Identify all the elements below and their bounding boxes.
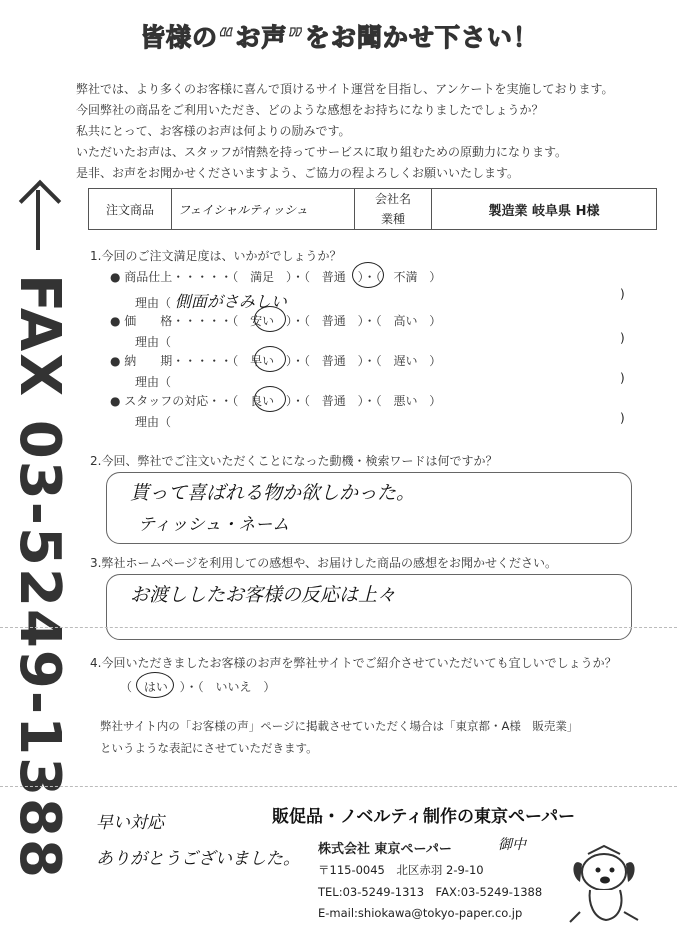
company-industry-label	[355, 189, 432, 230]
option: 高い	[393, 314, 418, 328]
close-paren: )	[620, 371, 625, 385]
intro-line-1: 弊社では、より多くのお客様に喜んで頂けるサイト運営を目指し、アンケートを実施しております。	[76, 82, 614, 96]
option: 普通	[321, 354, 346, 368]
option-selected: 普通	[321, 270, 346, 284]
q1-reason-row-3	[135, 373, 171, 390]
intro-line-3: 私共にとって、お客様のお声は何よりの励みです。	[76, 124, 351, 138]
footer-postal: 〒115-0045 北区赤羽 2-9-10	[318, 863, 484, 877]
close-paren: )	[620, 287, 625, 301]
option-selected: 安い	[250, 314, 275, 328]
q4-note-1: 弊社サイト内の「お客様の声」ページに掲載させていただく場合は「東京都・A様 販売業」	[100, 719, 579, 733]
option: 普通	[321, 394, 346, 408]
option-selected: はい	[143, 680, 168, 694]
q1-row-3: ● 納 期・・・・・（ 早い ）・（ 普通 ）・（ 遅い ）	[110, 354, 442, 368]
page-title: 皆様の“お声”をお聞かせ下さい！	[140, 23, 539, 52]
q1-title: 1.今回のご注文満足度は、いかがでしょうか？	[90, 249, 342, 263]
industry-label: 業種	[380, 212, 405, 226]
handwritten-line-1: 早い対応	[96, 813, 164, 833]
arrow-up-icon	[36, 190, 40, 250]
q1-reason-row-2	[135, 333, 171, 350]
q1-item-label: ● 商品仕上・・・・・（	[110, 270, 239, 284]
reason-label: 理由（	[135, 375, 172, 389]
footer-tel-fax: TEL:03-5249-1313 FAX:03-5249-1388	[318, 885, 543, 899]
fax-number: FAX 03-5249-1388	[7, 274, 72, 880]
option: 普通	[321, 314, 346, 328]
order-table	[88, 188, 657, 230]
q2-title: 2.今回、弊社でご注文いただくことになった動機・検索ワードは何ですか？	[90, 454, 498, 468]
footer-company: 株式会社 東京ペーパー	[318, 842, 452, 857]
q1-row-2: ● 価 格・・・・・（ 安い ）・（ 普通 ）・（ 高い ）	[110, 314, 442, 328]
q1-row-1: ● 商品仕上・・・・・（ 満足 ）・（ 普通 ）・（ 不満 ）	[110, 270, 442, 284]
option: 悪い	[393, 394, 418, 408]
q4-title: 4.今回いただきましたお客様のお声を弊社サイトでご紹介させていただいても宜しいでしょうか？	[90, 656, 617, 670]
option: 満足	[250, 270, 275, 284]
selection-circle	[254, 306, 286, 332]
q4-options: （ はい ）・（ いいえ ）	[120, 680, 276, 694]
q3-answer: お渡ししたお客様の反応は上々	[130, 584, 397, 606]
reason-text: 側面がさみしい	[174, 292, 287, 311]
company-label: 会社名	[374, 192, 411, 206]
q1-reason-row-4	[135, 413, 171, 430]
q1-item-label: ● スタッフの対応・・（	[110, 394, 239, 408]
divider	[0, 786, 677, 787]
q3-title: 3.弊社ホームページを利用しての感想や、お届けした商品の感想をお聞かせください。	[90, 556, 557, 570]
selection-circle	[254, 346, 286, 372]
reason-label: 理由（	[135, 335, 172, 349]
q2-answer-line-1: 貰って喜ばれる物か欲しかった。	[130, 482, 416, 504]
reason-label: 理由（	[135, 296, 172, 310]
q4-note-2: というような表記にさせていただきます。	[100, 741, 318, 755]
option: 遅い	[393, 354, 418, 368]
footer-email: E-mail:shiokawa@tokyo-paper.co.jp	[318, 906, 523, 920]
intro-line-5: 是非、お声をお聞かせくださいますよう、ご協力の程よろしくお願いいたします。	[76, 166, 520, 180]
q1-row-4: ● スタッフの対応・・（ 良い ）・（ 普通 ）・（ 悪い ）	[110, 394, 442, 408]
fax-sidebar	[4, 190, 78, 880]
footer-goonchu: 御中	[498, 837, 526, 853]
product-label: 注文商品	[89, 189, 172, 230]
q1-item-label: ● 価 格・・・・・（	[110, 314, 239, 328]
footer-headline: 販促品・ノベルティ制作の東京ペーパー	[272, 807, 576, 827]
selection-circle	[254, 386, 286, 412]
company-value: 製造業 岐阜県 H様	[432, 189, 657, 230]
divider	[0, 627, 677, 628]
intro-line-2: 今回弊社の商品をご利用いただき、どのような感想をお持ちになりましたでしょうか？	[76, 103, 544, 117]
q1-item-label: ● 納 期・・・・・（	[110, 354, 239, 368]
handwritten-line-2: ありがとうございました。	[96, 849, 300, 869]
option-selected: 早い	[250, 354, 275, 368]
option-selected: 良い	[250, 394, 275, 408]
option: いいえ	[215, 680, 252, 694]
selection-circle	[352, 262, 384, 288]
product-value: フェイシャルティッシュ	[172, 189, 355, 230]
intro-line-4: いただいたお声は、スタッフが情熱を持ってサービスに取り組むための原動力になります。	[76, 145, 568, 159]
close-paren: )	[620, 331, 625, 345]
q2-answer-line-2: ティッシュ・ネーム	[138, 515, 290, 535]
selection-circle	[136, 672, 174, 698]
option: 不満	[393, 270, 418, 284]
reason-label: 理由（	[135, 415, 172, 429]
close-paren: )	[620, 411, 625, 425]
dog-mascot-icon	[560, 842, 652, 926]
